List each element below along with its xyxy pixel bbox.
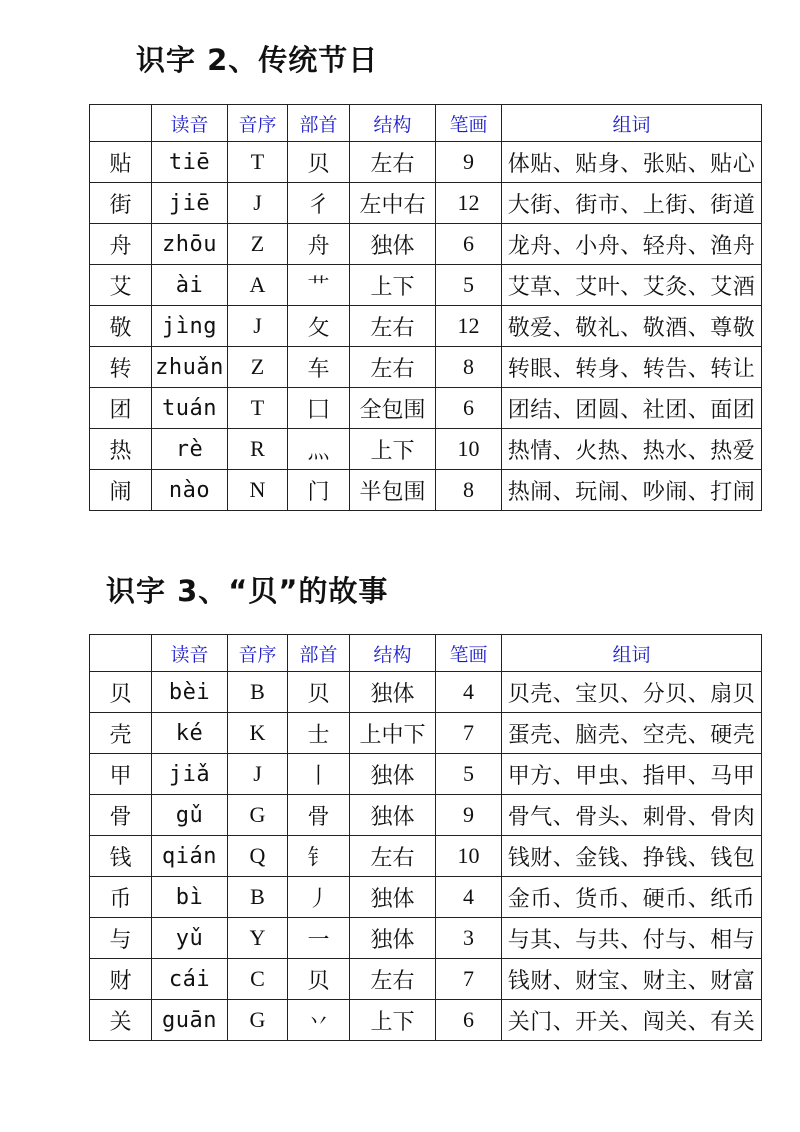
table-row (90, 918, 762, 959)
initial-letter-cell: J (228, 306, 288, 347)
stroke-count-cell: 7 (436, 713, 502, 754)
word-group-cell: 骨气、骨头、刺骨、骨肉 (502, 795, 762, 836)
radical-cell: 攵 (288, 306, 350, 347)
character-cell: 贴 (90, 142, 152, 183)
table-row (90, 429, 762, 470)
stroke-count-cell: 12 (436, 306, 502, 347)
stroke-count-cell: 6 (436, 388, 502, 429)
table-row (90, 959, 762, 1000)
table-row (90, 877, 762, 918)
stroke-count-cell: 9 (436, 795, 502, 836)
header-cell: 笔画 (436, 635, 502, 672)
structure-cell: 独体 (350, 795, 436, 836)
stroke-count-cell: 4 (436, 877, 502, 918)
stroke-count-cell: 6 (436, 224, 502, 265)
header-cell: 部首 (288, 105, 350, 142)
radical-cell: 士 (288, 713, 350, 754)
table-row (90, 672, 762, 713)
header-cell: 组词 (502, 635, 762, 672)
radical-cell: 贝 (288, 959, 350, 1000)
character-cell: 壳 (90, 713, 152, 754)
radical-cell: 艹 (288, 265, 350, 306)
pinyin-cell: zhōu (152, 224, 228, 265)
table-header-row (90, 105, 762, 142)
table-row (90, 795, 762, 836)
header-cell (90, 635, 152, 672)
table-row (90, 388, 762, 429)
radical-cell: 灬 (288, 429, 350, 470)
radical-cell: 门 (288, 470, 350, 511)
structure-cell: 左右 (350, 959, 436, 1000)
word-group-cell: 艾草、艾叶、艾灸、艾酒 (502, 265, 762, 306)
pinyin-cell: zhuǎn (152, 347, 228, 388)
structure-cell: 全包围 (350, 388, 436, 429)
structure-cell: 上下 (350, 429, 436, 470)
initial-letter-cell: Z (228, 347, 288, 388)
initial-letter-cell: Y (228, 918, 288, 959)
radical-cell: 彳 (288, 183, 350, 224)
stroke-count-cell: 8 (436, 470, 502, 511)
stroke-count-cell: 9 (436, 142, 502, 183)
pinyin-cell: ké (152, 713, 228, 754)
initial-letter-cell: C (228, 959, 288, 1000)
structure-cell: 上下 (350, 265, 436, 306)
character-cell: 贝 (90, 672, 152, 713)
pinyin-cell: jiē (152, 183, 228, 224)
word-group-cell: 热闹、玩闹、吵闹、打闹 (502, 470, 762, 511)
lesson-title: 识字 2、传统节日 (136, 43, 379, 77)
pinyin-cell: bèi (152, 672, 228, 713)
character-cell: 财 (90, 959, 152, 1000)
pinyin-cell: tiē (152, 142, 228, 183)
pinyin-cell: jìng (152, 306, 228, 347)
word-group-cell: 团结、团圆、社团、面团 (502, 388, 762, 429)
initial-letter-cell: A (228, 265, 288, 306)
table-row (90, 713, 762, 754)
initial-letter-cell: Z (228, 224, 288, 265)
header-cell: 结构 (350, 635, 436, 672)
header-cell: 组词 (502, 105, 762, 142)
radical-cell: 囗 (288, 388, 350, 429)
word-group-cell: 与其、与共、付与、相与 (502, 918, 762, 959)
table-row (90, 306, 762, 347)
initial-letter-cell: G (228, 795, 288, 836)
word-group-cell: 甲方、甲虫、指甲、马甲 (502, 754, 762, 795)
pinyin-cell: ài (152, 265, 228, 306)
stroke-count-cell: 6 (436, 1000, 502, 1041)
table-row (90, 470, 762, 511)
table-header-row (90, 635, 762, 672)
word-group-cell: 体贴、贴身、张贴、贴心 (502, 142, 762, 183)
stroke-count-cell: 12 (436, 183, 502, 224)
stroke-count-cell: 10 (436, 836, 502, 877)
initial-letter-cell: J (228, 754, 288, 795)
pinyin-cell: rè (152, 429, 228, 470)
pinyin-cell: bì (152, 877, 228, 918)
header-cell: 读音 (152, 635, 228, 672)
header-cell: 笔画 (436, 105, 502, 142)
table-row (90, 1000, 762, 1041)
character-cell: 舟 (90, 224, 152, 265)
header-cell: 音序 (228, 105, 288, 142)
structure-cell: 左右 (350, 142, 436, 183)
radical-cell: 车 (288, 347, 350, 388)
radical-cell: 丷 (288, 1000, 350, 1041)
word-group-cell: 大街、街市、上街、街道 (502, 183, 762, 224)
structure-cell: 上中下 (350, 713, 436, 754)
stroke-count-cell: 3 (436, 918, 502, 959)
word-group-cell: 钱财、金钱、挣钱、钱包 (502, 836, 762, 877)
stroke-count-cell: 4 (436, 672, 502, 713)
structure-cell: 左中右 (350, 183, 436, 224)
table-row (90, 754, 762, 795)
initial-letter-cell: T (228, 142, 288, 183)
character-cell: 币 (90, 877, 152, 918)
stroke-count-cell: 7 (436, 959, 502, 1000)
character-cell: 闹 (90, 470, 152, 511)
structure-cell: 独体 (350, 877, 436, 918)
structure-cell: 左右 (350, 836, 436, 877)
radical-cell: 贝 (288, 142, 350, 183)
header-cell: 部首 (288, 635, 350, 672)
lesson-title: 识字 3、“贝”的故事 (106, 574, 389, 608)
structure-cell: 上下 (350, 1000, 436, 1041)
character-cell: 甲 (90, 754, 152, 795)
character-cell: 转 (90, 347, 152, 388)
initial-letter-cell: R (228, 429, 288, 470)
character-cell: 团 (90, 388, 152, 429)
pinyin-cell: yǔ (152, 918, 228, 959)
structure-cell: 独体 (350, 754, 436, 795)
pinyin-cell: cái (152, 959, 228, 1000)
pinyin-cell: guān (152, 1000, 228, 1041)
initial-letter-cell: Q (228, 836, 288, 877)
vocabulary-table (89, 634, 762, 1041)
character-cell: 艾 (90, 265, 152, 306)
word-group-cell: 热情、火热、热水、热爱 (502, 429, 762, 470)
initial-letter-cell: J (228, 183, 288, 224)
pinyin-cell: nào (152, 470, 228, 511)
radical-cell: 骨 (288, 795, 350, 836)
vocabulary-table (89, 104, 762, 511)
word-group-cell: 贝壳、宝贝、分贝、扇贝 (502, 672, 762, 713)
word-group-cell: 转眼、转身、转告、转让 (502, 347, 762, 388)
structure-cell: 独体 (350, 672, 436, 713)
initial-letter-cell: G (228, 1000, 288, 1041)
character-cell: 骨 (90, 795, 152, 836)
word-group-cell: 敬爱、敬礼、敬酒、尊敬 (502, 306, 762, 347)
structure-cell: 半包围 (350, 470, 436, 511)
structure-cell: 独体 (350, 918, 436, 959)
header-cell: 读音 (152, 105, 228, 142)
table-row (90, 142, 762, 183)
character-cell: 钱 (90, 836, 152, 877)
table-row (90, 836, 762, 877)
table-row (90, 347, 762, 388)
pinyin-cell: tuán (152, 388, 228, 429)
radical-cell: 舟 (288, 224, 350, 265)
word-group-cell: 金币、货币、硬币、纸币 (502, 877, 762, 918)
word-group-cell: 龙舟、小舟、轻舟、渔舟 (502, 224, 762, 265)
stroke-count-cell: 5 (436, 754, 502, 795)
initial-letter-cell: T (228, 388, 288, 429)
initial-letter-cell: K (228, 713, 288, 754)
radical-cell: 丿 (288, 877, 350, 918)
character-cell: 关 (90, 1000, 152, 1041)
word-group-cell: 钱财、财宝、财主、财富 (502, 959, 762, 1000)
table-row (90, 183, 762, 224)
structure-cell: 左右 (350, 347, 436, 388)
character-cell: 热 (90, 429, 152, 470)
stroke-count-cell: 10 (436, 429, 502, 470)
structure-cell: 左右 (350, 306, 436, 347)
table-row (90, 224, 762, 265)
initial-letter-cell: N (228, 470, 288, 511)
radical-cell: 丨 (288, 754, 350, 795)
initial-letter-cell: B (228, 672, 288, 713)
table-row (90, 265, 762, 306)
word-group-cell: 关门、开关、闯关、有关 (502, 1000, 762, 1041)
structure-cell: 独体 (350, 224, 436, 265)
header-cell: 结构 (350, 105, 436, 142)
pinyin-cell: jiǎ (152, 754, 228, 795)
header-cell: 音序 (228, 635, 288, 672)
word-group-cell: 蛋壳、脑壳、空壳、硬壳 (502, 713, 762, 754)
character-cell: 街 (90, 183, 152, 224)
character-cell: 与 (90, 918, 152, 959)
stroke-count-cell: 5 (436, 265, 502, 306)
pinyin-cell: gǔ (152, 795, 228, 836)
radical-cell: 一 (288, 918, 350, 959)
radical-cell: 钅 (288, 836, 350, 877)
initial-letter-cell: B (228, 877, 288, 918)
character-cell: 敬 (90, 306, 152, 347)
stroke-count-cell: 8 (436, 347, 502, 388)
radical-cell: 贝 (288, 672, 350, 713)
header-cell (90, 105, 152, 142)
pinyin-cell: qián (152, 836, 228, 877)
